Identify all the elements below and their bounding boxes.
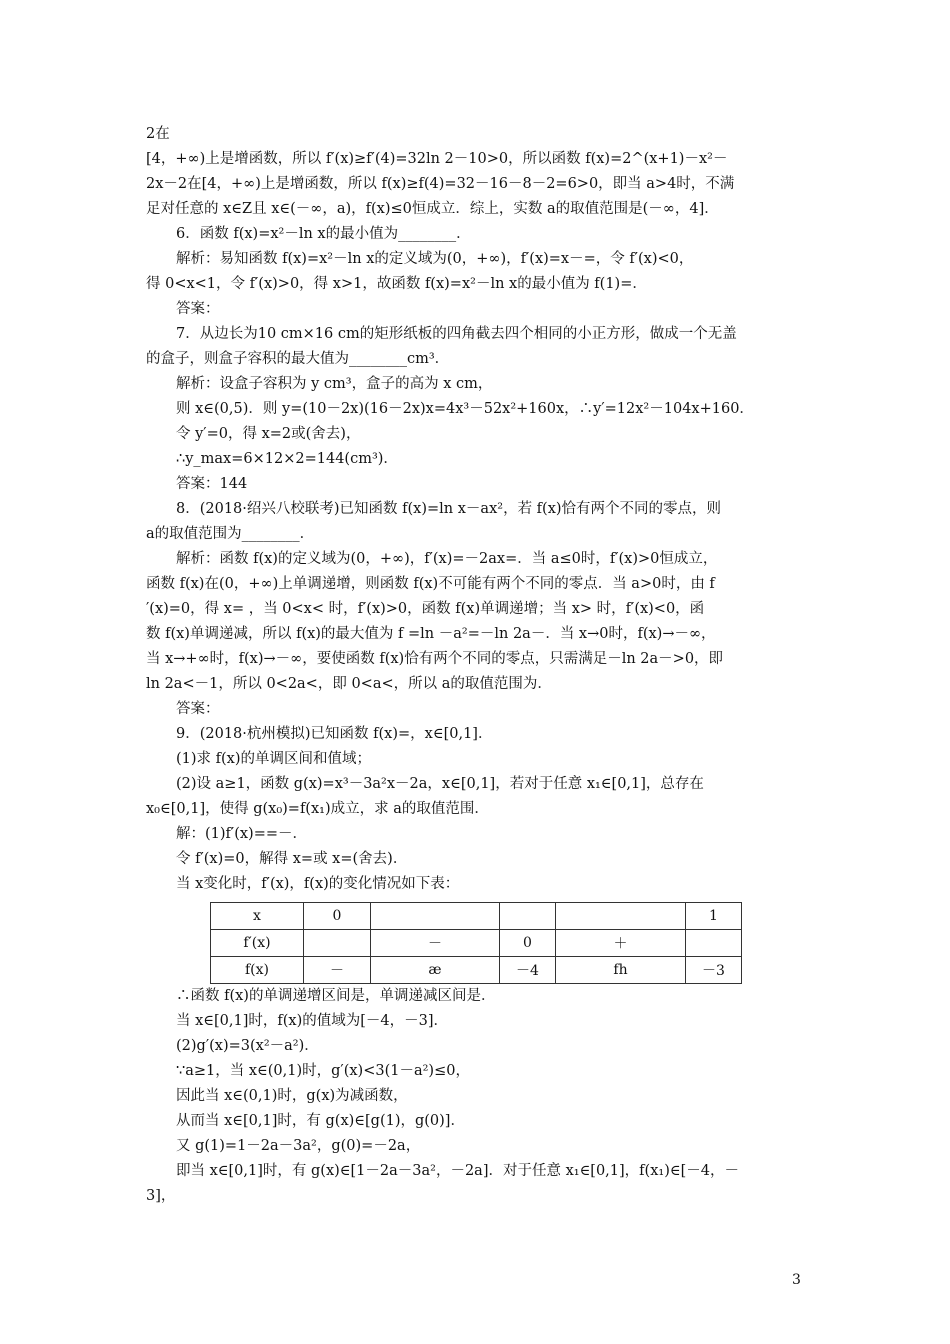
table-cell: æ [371,957,500,984]
text-line: 则 x∈(0,5)．则 y=(10－2x)(16－2x)x=4x³－52x²+160x，∴y′=12x²－104x+160． [176,401,754,417]
table-cell [556,903,686,930]
solution-text: 解析：设盒子容积为 y cm³，盒子的高为 x cm， [176,376,493,392]
text-line: 即当 x∈[0,1]时，有 g(x)∈[1－2a－3a²，－2a]．对于任意 x₁∈[0,1]，f(x₁)∈[－4，－ [176,1163,739,1179]
text-line: ∴y_max=6×12×2=144(cm³)． [176,451,398,467]
text-line: (2)设 a≥1，函数 g(x)=x³－3a²x－2a，x∈[0,1]，若对于任意 x₁∈[0,1]，总存在 [176,776,704,792]
table-cell: －4 [500,957,556,984]
answer-label: 答案： [176,701,220,717]
text-line: x₀∈[0,1]，使得 g(x₀)=f(x₁)成立，求 a的取值范围． [146,801,489,817]
text-line: ∴函数 f(x)的单调递增区间是，单调递减区间是． [176,988,496,1004]
table-cell: 1 [686,903,742,930]
text-line: 因此当 x∈(0,1)时，g(x)为减函数， [176,1088,408,1104]
question-9: 9．(2018·杭州模拟)已知函数 f(x)=，x∈[0,1]． [176,726,493,742]
question-6: 6．函数 f(x)=x²－ln x的最小值为________． [176,226,471,242]
text-line: 令 y′=0，得 x=2或(舍去)， [176,426,361,442]
text-line: 数 f(x)单调递减，所以 f(x)的最大值为 f =ln －a²=－ln 2a－．当 x→0时，f(x)→－∞， [146,626,716,642]
text-line: [4，+∞)上是增函数，所以 f′(x)≥f′(4)=32ln 2－10>0，所以函数 f(x)=2^(x+1)－x²－ [146,151,728,167]
text-line: (1)求 f(x)的单调区间和值域； [176,751,372,767]
text-line: 足对任意的 x∈Z且 x∈(－∞，a)，f(x)≤0恒成立．综上，实数 a的取值范围是(－∞，4]． [146,201,719,217]
solution-text: 解析：函数 f(x)的定义域为(0，+∞)，f′(x)=－2ax=．当 a≤0时，f′(x)>0恒成立， [176,551,718,567]
table-cell: x [211,903,304,930]
table-cell: ＋ [556,930,686,957]
table-row [211,903,742,930]
text-line: 令 f′(x)=0，解得 x=或 x=(舍去)． [176,851,408,867]
text-line: ln 2a<－1，所以 0<2a<，即 0<a<，所以 a的取值范围为． [146,676,552,692]
table-cell [304,930,371,957]
text-line: 从而当 x∈[0,1]时，有 g(x)∈[g(1)，g(0)]． [176,1113,465,1129]
table-cell [371,903,500,930]
question-7: 7．从边长为10 cm×16 cm的矩形纸板的四角截去四个相同的小正方形，做成一个无盖 [176,326,737,342]
question-8: 8．(2018·绍兴八校联考)已知函数 f(x)=ln x－ax²，若 f(x)恰有两个不同的零点，则 [176,501,722,517]
table-cell [686,930,742,957]
text-line: 的盒子，则盒子容积的最大值为________cm³． [146,351,450,367]
table-cell: 0 [304,903,371,930]
text-line: 2x－2在[4，+∞)上是增函数，所以 f(x)≥f(4)=32－16－8－2=6>0，即当 a>4时，不满 [146,176,735,192]
text-line: (2)g′(x)=3(x²－a²)． [176,1038,319,1054]
variation-table [210,902,742,984]
table-row [211,957,742,984]
table-cell: －3 [686,957,742,984]
text-line: 又 g(1)=1－2a－3a²，g(0)=－2a， [176,1138,421,1154]
text-line: ∵a≥1，当 x∈(0,1)时，g′(x)<3(1－a²)≤0， [176,1063,470,1079]
solution-text: 解：(1)f′(x)==－． [176,826,307,842]
answer-label: 答案： [176,301,220,317]
text-line: 函数 f(x)在(0，+∞)上单调递增，则函数 f(x)不可能有两个不同的零点．当 a>0时，由 f [146,576,715,592]
table-cell: f′(x) [211,930,304,957]
text-line: 3]， [146,1188,176,1204]
table-cell: － [371,930,500,957]
table-cell: fh [556,957,686,984]
table-cell: f(x) [211,957,304,984]
answer-label: 答案：144 [176,476,248,492]
text-line: a的取值范围为________． [146,526,315,542]
text-line: 当 x→+∞时，f(x)→－∞，要使函数 f(x)恰有两个不同的零点，只需满足－ln 2a－>0，即 [146,651,724,667]
page-number: 3 [792,1272,801,1288]
text-line: 当 x变化时，f′(x)，f(x)的变化情况如下表： [176,876,460,892]
text-line: 得 0<x<1，令 f′(x)>0，得 x>1，故函数 f(x)=x²－ln x的最小值为 f(1)=． [146,276,647,292]
text-line: 2在 [146,126,170,142]
solution-text: 解析：易知函数 f(x)=x²－ln x的定义域为(0，+∞)，f′(x)=x－=，令 f′(x)<0， [176,251,694,267]
text-line: 当 x∈[0,1]时，f(x)的值域为[－4，－3]． [176,1013,449,1029]
table-cell: 0 [500,930,556,957]
table-cell [500,903,556,930]
text-line: ′(x)=0，得 x= ，当 0<x< 时，f′(x)>0，函数 f(x)单调递增；当 x> 时，f′(x)<0，函 [146,601,705,617]
table-row [211,930,742,957]
table-cell: － [304,957,371,984]
